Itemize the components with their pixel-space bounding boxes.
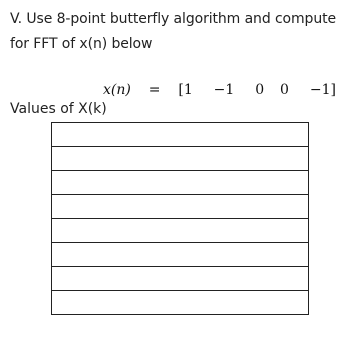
answer-cell[interactable]: [52, 291, 309, 315]
answer-cell[interactable]: [52, 195, 309, 219]
equation-value: 0: [280, 82, 289, 98]
table-row: [52, 243, 309, 267]
equation-value: 0: [255, 82, 265, 98]
table-row: [52, 267, 309, 291]
answer-cell[interactable]: [52, 171, 309, 195]
equation-lhs: x(n): [103, 82, 131, 98]
answer-cell[interactable]: [52, 123, 309, 147]
table-row: [52, 171, 309, 195]
question-line-2: for FFT of x(n) below: [10, 36, 153, 52]
answer-table: [51, 122, 309, 315]
table-row: [52, 219, 309, 243]
equation-value: [1: [178, 82, 193, 98]
sequence-equation: [103, 82, 336, 99]
answer-cell[interactable]: [52, 147, 309, 171]
values-label: Values of X(k): [10, 101, 107, 117]
equation-value: −1: [213, 82, 235, 98]
table-row: [52, 147, 309, 171]
table-row: [52, 123, 309, 147]
equation-value: −1]: [309, 82, 336, 98]
answer-cell[interactable]: [52, 267, 309, 291]
table-row: [52, 195, 309, 219]
equation-equals: =: [148, 82, 161, 98]
answer-cell[interactable]: [52, 243, 309, 267]
question-line-1: V. Use 8-point butterfly algorithm and compute: [10, 11, 337, 27]
answer-cell[interactable]: [52, 219, 309, 243]
table-row: [52, 291, 309, 315]
